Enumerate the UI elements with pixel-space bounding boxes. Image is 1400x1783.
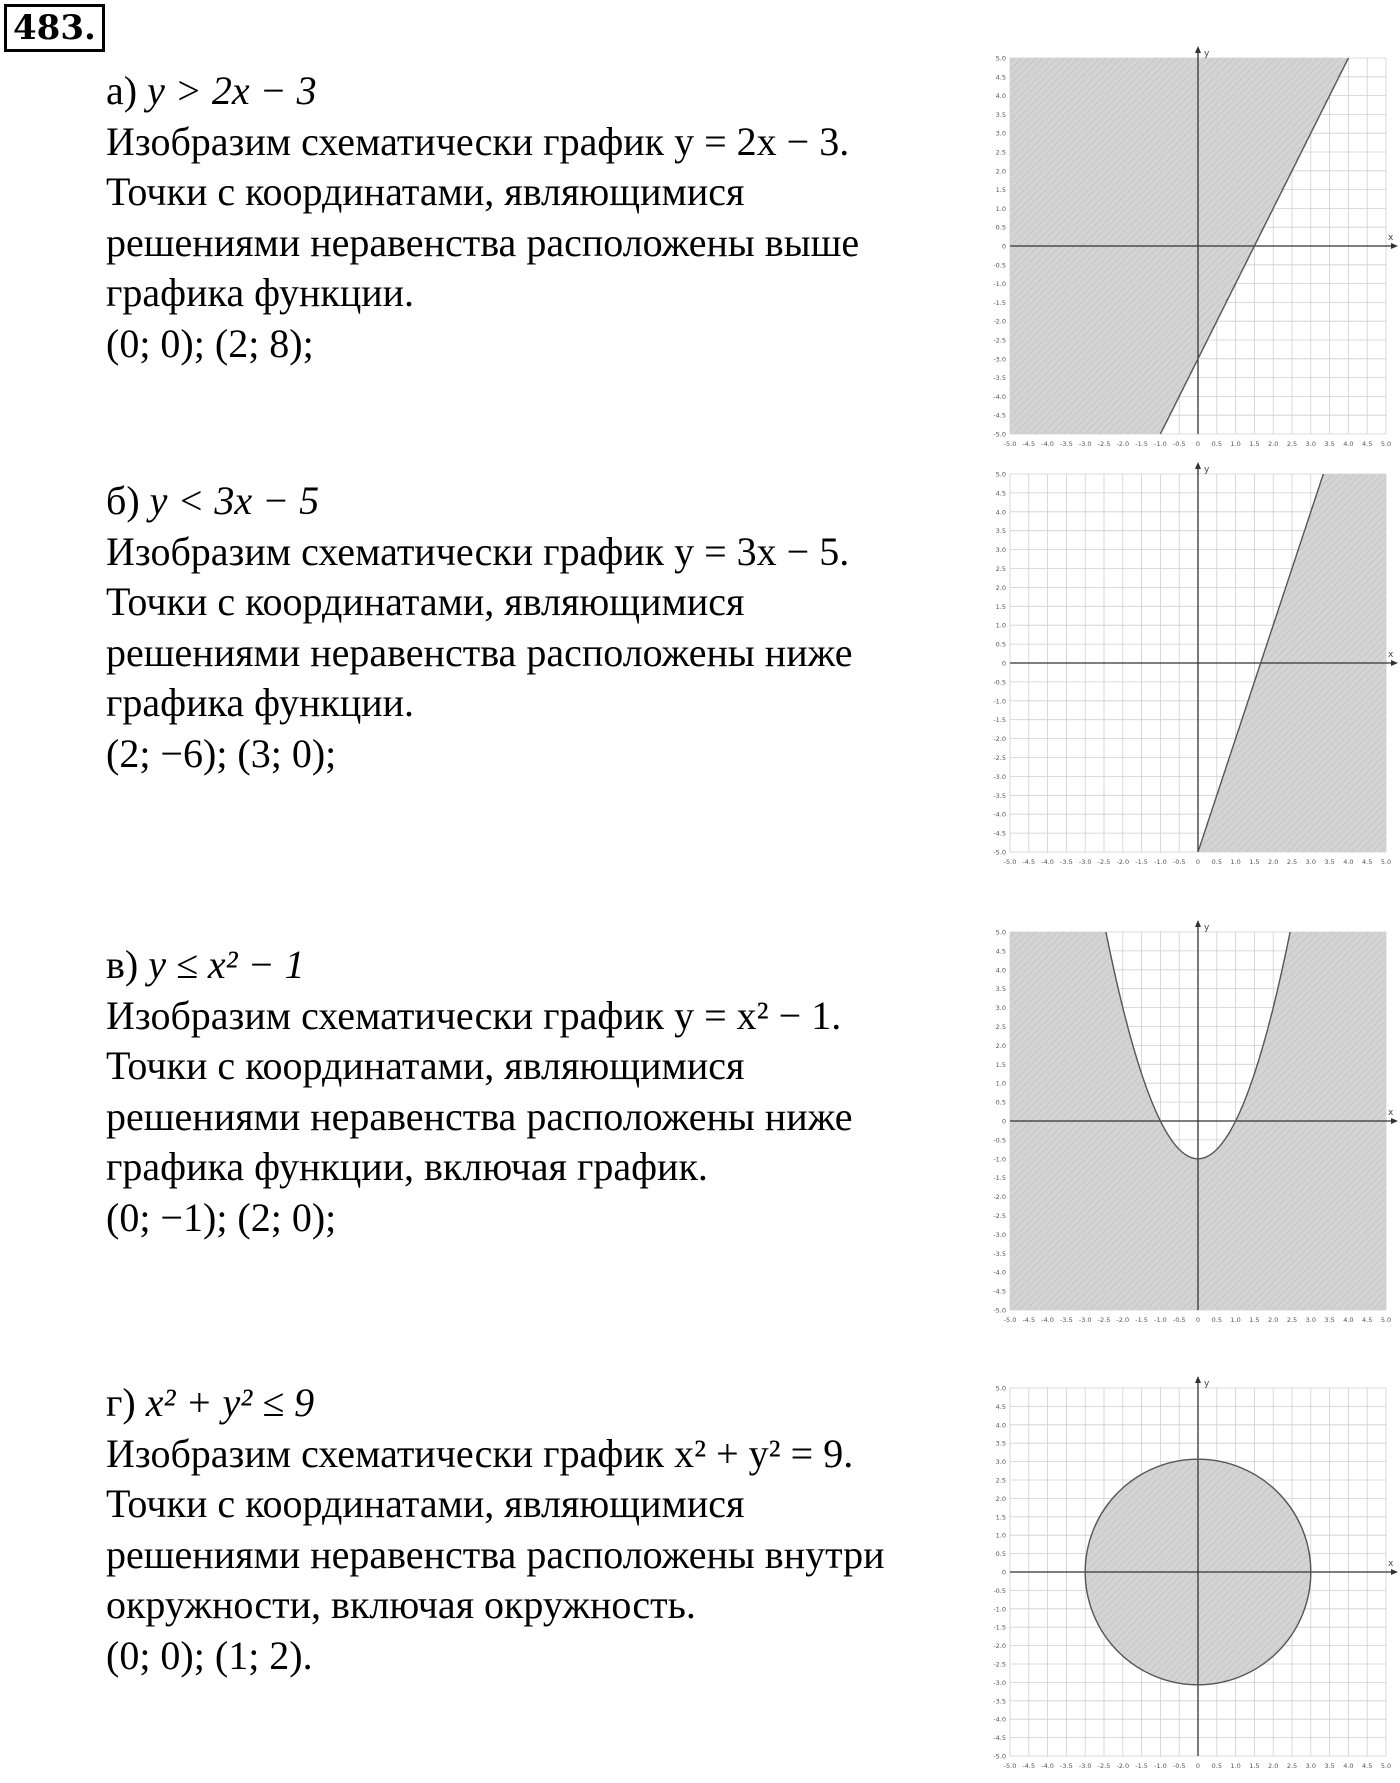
- x-tick-label: -4.0: [1041, 1762, 1054, 1770]
- x-tick-label: -3.5: [1060, 1762, 1073, 1770]
- x-tick-label: -1.0: [1154, 440, 1167, 448]
- x-axis-arrow: [1391, 243, 1398, 249]
- y-tick-label: -1.5: [993, 298, 1006, 307]
- x-tick-label: -2.0: [1116, 1316, 1130, 1324]
- y-tick-label: 3.0: [995, 1004, 1006, 1013]
- y-tick-label: 3.0: [995, 546, 1006, 555]
- y-tick-label: 3.5: [995, 1439, 1006, 1448]
- x-tick-label: 0.5: [1211, 1316, 1222, 1324]
- y-tick-label: -4.5: [993, 829, 1006, 838]
- part-inequality: y > 2x − 3: [147, 68, 317, 113]
- y-tick-label: 5.0: [995, 54, 1006, 63]
- part-b: [106, 476, 956, 779]
- text-line: Изобразим схематически график y = 2x − 3.: [106, 118, 850, 164]
- y-tick-label: -3.0: [993, 772, 1006, 781]
- y-tick-label: 2.5: [995, 565, 1006, 573]
- x-axis-arrow: [1391, 1569, 1398, 1575]
- x-tick-label: -3.5: [1060, 1316, 1073, 1324]
- x-tick-label: 5.0: [1380, 1762, 1392, 1770]
- x-tick-label: -0.5: [1172, 1762, 1186, 1770]
- y-tick-label: 3.5: [995, 527, 1006, 536]
- y-tick-label: -0.5: [993, 678, 1006, 687]
- y-tick-label: 1.5: [995, 1060, 1006, 1069]
- x-tick-label: 3.5: [1324, 858, 1335, 866]
- x-tick-label: 4.5: [1362, 1762, 1373, 1770]
- x-tick-label: -5.0: [1003, 1762, 1017, 1770]
- text-line: графика функции, включая график.: [106, 1144, 708, 1189]
- x-tick-label: 5.0: [1380, 1316, 1392, 1324]
- x-tick-label: 4.0: [1343, 1762, 1354, 1770]
- x-tick-label: 3.0: [1305, 1316, 1316, 1324]
- y-axis-label: y: [1204, 1379, 1210, 1389]
- x-tick-label: 2.5: [1286, 858, 1298, 866]
- y-tick-label: -2.0: [993, 1642, 1006, 1651]
- x-tick-label: 0: [1195, 440, 1201, 448]
- x-tick-label: -2.5: [1097, 440, 1111, 448]
- text-line: графика функции.: [106, 680, 415, 725]
- y-tick-label: -2.5: [993, 1660, 1006, 1669]
- x-tick-label: -2.5: [1097, 1316, 1111, 1324]
- y-tick-label: 2.0: [995, 1494, 1006, 1503]
- y-tick-label: -2.5: [993, 754, 1006, 762]
- x-tick-label: 2.5: [1286, 1316, 1298, 1324]
- y-tick-label: -4.0: [993, 1268, 1006, 1277]
- x-tick-label: 1.0: [1230, 1316, 1241, 1324]
- y-tick-label: -4.5: [993, 1734, 1006, 1743]
- x-tick-label: -4.0: [1041, 858, 1054, 866]
- part-header: [106, 66, 956, 117]
- x-tick-label: 4.0: [1343, 440, 1354, 448]
- y-tick-label: -1.5: [993, 1623, 1006, 1632]
- y-tick-label: 1.5: [995, 1513, 1006, 1522]
- y-tick-label: -1.5: [993, 1174, 1006, 1183]
- y-tick-label: -4.5: [993, 1287, 1006, 1296]
- task-number: 483.: [4, 4, 105, 52]
- y-tick-label: -3.5: [993, 1697, 1006, 1706]
- y-tick-label: 1.0: [995, 621, 1006, 630]
- x-tick-label: 0.5: [1211, 440, 1222, 448]
- x-tick-label: -4.5: [1022, 1762, 1036, 1770]
- text-line: Точки с координатами, являющимися: [106, 1043, 745, 1088]
- y-axis-label: y: [1204, 49, 1210, 59]
- y-tick-label: 2.5: [995, 1476, 1006, 1485]
- part-inequality: y < 3x − 5: [149, 478, 320, 523]
- x-tick-label: -2.5: [1097, 1762, 1111, 1770]
- x-tick-label: -4.5: [1022, 858, 1036, 866]
- x-tick-label: -4.5: [1022, 1316, 1036, 1324]
- y-tick-label: 3.0: [995, 129, 1006, 138]
- graph-b-plot: [972, 460, 1400, 878]
- x-axis-label: x: [1388, 650, 1394, 660]
- x-tick-label: -5.0: [1003, 440, 1017, 448]
- x-axis-label: x: [1388, 1108, 1394, 1118]
- part-label: г): [106, 1380, 136, 1425]
- part-inequality: y ≤ x² − 1: [148, 942, 305, 987]
- x-tick-label: 2.0: [1268, 440, 1279, 448]
- graph-b: [972, 460, 1400, 878]
- x-tick-label: 3.0: [1305, 1762, 1316, 1770]
- x-tick-label: -0.5: [1172, 440, 1186, 448]
- x-tick-label: -0.5: [1172, 1316, 1186, 1324]
- y-axis-arrow: [1195, 46, 1201, 53]
- x-axis-arrow: [1391, 660, 1398, 666]
- x-tick-label: -0.5: [1172, 858, 1186, 866]
- y-tick-label: 2.5: [995, 1023, 1006, 1031]
- text-line: Изобразим схематически график x² + y² = 9.: [106, 1430, 854, 1476]
- y-tick-label: -3.0: [993, 1678, 1006, 1687]
- graph-d-plot: [972, 1374, 1400, 1782]
- y-tick-label: 5.0: [995, 470, 1006, 479]
- y-tick-label: -4.0: [993, 810, 1006, 819]
- x-tick-label: 3.5: [1324, 1316, 1335, 1324]
- text-line: Изобразим схематически график y = 3x − 5.: [106, 528, 850, 574]
- x-tick-label: -1.5: [1135, 858, 1148, 866]
- y-tick-label: 2.0: [995, 1041, 1006, 1050]
- x-tick-label: -2.0: [1116, 440, 1130, 448]
- x-tick-label: 1.5: [1249, 1762, 1260, 1770]
- graph-a-plot: [972, 44, 1400, 460]
- graph-d: [972, 1374, 1400, 1782]
- y-tick-label: -4.0: [993, 1715, 1006, 1724]
- text-line: графика функции.: [106, 270, 415, 315]
- y-axis-arrow: [1195, 920, 1201, 927]
- y-tick-label: 4.5: [995, 73, 1006, 82]
- y-tick-label: -4.0: [993, 392, 1006, 401]
- y-tick-label: 0.5: [995, 223, 1006, 232]
- y-tick-label: 0.5: [995, 1098, 1006, 1107]
- y-tick-label: -1.0: [993, 697, 1006, 706]
- x-tick-label: -3.0: [1078, 858, 1092, 866]
- x-tick-label: 3.0: [1305, 858, 1316, 866]
- part-label: б): [106, 478, 140, 523]
- y-tick-label: 4.5: [995, 1402, 1006, 1411]
- x-tick-label: 0: [1195, 1316, 1201, 1324]
- y-tick-label: -3.0: [993, 1230, 1006, 1239]
- x-tick-label: 4.5: [1362, 1316, 1373, 1324]
- x-axis-arrow: [1391, 1118, 1398, 1124]
- y-tick-label: 0.5: [995, 640, 1006, 649]
- x-tick-label: 3.5: [1324, 1762, 1335, 1770]
- y-tick-label: -5.0: [993, 1752, 1006, 1761]
- y-tick-label: 5.0: [995, 928, 1006, 937]
- y-tick-label: -5.0: [993, 430, 1006, 439]
- x-tick-label: -2.0: [1116, 1762, 1130, 1770]
- y-tick-label: 1.5: [995, 186, 1006, 195]
- part-label: а): [106, 68, 138, 113]
- x-tick-label: -4.0: [1041, 1316, 1054, 1324]
- x-tick-label: 1.0: [1230, 858, 1241, 866]
- part-c: [106, 940, 956, 1243]
- y-tick-label: -1.5: [993, 716, 1006, 725]
- text-line: решениями неравенства расположены ниже: [106, 1093, 853, 1139]
- y-axis-label: y: [1204, 465, 1210, 475]
- y-axis-label: y: [1204, 923, 1210, 933]
- x-tick-label: 0: [1195, 858, 1201, 866]
- y-axis-arrow: [1195, 1376, 1201, 1383]
- x-tick-label: 0.5: [1211, 1762, 1222, 1770]
- x-tick-label: -5.0: [1003, 858, 1017, 866]
- part-header: [106, 1378, 956, 1429]
- x-tick-label: -3.0: [1078, 1762, 1092, 1770]
- x-tick-label: -4.5: [1022, 440, 1036, 448]
- y-tick-label: 4.0: [995, 92, 1006, 101]
- x-tick-label: -1.5: [1135, 440, 1148, 448]
- y-tick-label: -5.0: [993, 1306, 1006, 1315]
- graph-a: [972, 44, 1400, 460]
- x-tick-label: 4.5: [1362, 858, 1373, 866]
- x-tick-label: 1.0: [1230, 440, 1241, 448]
- y-tick-label: -1.0: [993, 1605, 1006, 1614]
- answer-line: (0; 0); (2; 8);: [106, 320, 314, 366]
- part-inequality: x² + y² ≤ 9: [145, 1380, 315, 1425]
- part-d: [106, 1378, 956, 1681]
- y-tick-label: -2.5: [993, 336, 1006, 345]
- graph-c-plot: [972, 918, 1400, 1336]
- x-tick-label: -2.0: [1116, 858, 1130, 866]
- x-tick-label: -1.0: [1154, 858, 1167, 866]
- y-tick-label: 5.0: [995, 1384, 1006, 1393]
- x-tick-label: 4.0: [1343, 1316, 1354, 1324]
- y-tick-label: -1.0: [993, 1155, 1006, 1164]
- x-axis-label: x: [1388, 1559, 1394, 1569]
- y-tick-label: 3.0: [995, 1458, 1006, 1467]
- y-tick-label: 4.0: [995, 1421, 1006, 1430]
- text-line: Изобразим схематически график y = x² − 1.: [106, 992, 842, 1038]
- x-tick-label: 3.5: [1324, 440, 1335, 448]
- x-axis-label: x: [1388, 233, 1394, 243]
- x-tick-label: -1.0: [1154, 1762, 1167, 1770]
- y-tick-label: -3.0: [993, 355, 1006, 364]
- y-tick-label: -1.0: [993, 280, 1006, 289]
- part-label: в): [106, 942, 139, 987]
- text-line: окружности, включая окружность.: [106, 1582, 696, 1627]
- x-tick-label: 2.5: [1286, 1762, 1298, 1770]
- y-tick-label: -2.0: [993, 735, 1006, 744]
- part-header: [106, 940, 956, 991]
- y-tick-label: 0: [1001, 242, 1006, 251]
- y-tick-label: 4.5: [995, 489, 1006, 498]
- x-tick-label: 2.0: [1268, 1762, 1279, 1770]
- x-tick-label: 2.5: [1286, 440, 1298, 448]
- x-tick-label: 1.5: [1249, 440, 1260, 448]
- part-a: [106, 66, 956, 369]
- y-tick-label: -3.5: [993, 1249, 1006, 1258]
- x-tick-label: -3.5: [1060, 858, 1073, 866]
- answer-line: (2; −6); (3; 0);: [106, 730, 337, 776]
- y-tick-label: 0: [1001, 1568, 1006, 1577]
- x-tick-label: -3.0: [1078, 440, 1092, 448]
- x-tick-label: 2.0: [1268, 858, 1279, 866]
- x-tick-label: 0.5: [1211, 858, 1222, 866]
- text-line: Точки с координатами, являющимися: [106, 169, 745, 214]
- y-tick-label: 2.0: [995, 167, 1006, 176]
- x-tick-label: 4.0: [1343, 858, 1354, 866]
- y-tick-label: -5.0: [993, 848, 1006, 857]
- x-tick-label: -3.0: [1078, 1316, 1092, 1324]
- text-line: Точки с координатами, являющимися: [106, 1481, 745, 1526]
- part-header: [106, 476, 956, 527]
- y-axis-arrow: [1195, 462, 1201, 469]
- y-tick-label: 0: [1001, 1117, 1006, 1126]
- x-tick-label: -3.5: [1060, 440, 1073, 448]
- x-tick-label: -1.5: [1135, 1762, 1148, 1770]
- y-tick-label: 4.0: [995, 966, 1006, 975]
- x-tick-label: 4.5: [1362, 440, 1373, 448]
- y-tick-label: 1.0: [995, 1531, 1006, 1540]
- y-tick-label: -2.0: [993, 1193, 1006, 1202]
- y-tick-label: -0.5: [993, 1136, 1006, 1145]
- x-tick-label: -1.5: [1135, 1316, 1148, 1324]
- y-tick-label: 1.5: [995, 602, 1006, 611]
- text-line: Точки с координатами, являющимися: [106, 579, 745, 624]
- x-tick-label: -2.5: [1097, 858, 1111, 866]
- x-tick-label: 2.0: [1268, 1316, 1279, 1324]
- y-tick-label: 4.0: [995, 508, 1006, 517]
- y-tick-label: -2.5: [993, 1212, 1006, 1220]
- x-tick-label: 1.0: [1230, 1762, 1241, 1770]
- y-tick-label: -4.5: [993, 411, 1006, 420]
- x-tick-label: 1.5: [1249, 1316, 1260, 1324]
- x-tick-label: 5.0: [1380, 858, 1392, 866]
- x-tick-label: 5.0: [1380, 440, 1392, 448]
- y-tick-label: 3.5: [995, 110, 1006, 119]
- y-tick-label: 1.0: [995, 204, 1006, 213]
- text-line: решениями неравенства расположены ниже: [106, 629, 853, 675]
- y-tick-label: -3.5: [993, 791, 1006, 800]
- y-tick-label: -2.0: [993, 317, 1006, 326]
- x-tick-label: 1.5: [1249, 858, 1260, 866]
- y-tick-label: 3.5: [995, 985, 1006, 994]
- x-tick-label: -1.0: [1154, 1316, 1167, 1324]
- text-line: решениями неравенства расположены выше: [106, 219, 860, 265]
- y-tick-label: 1.0: [995, 1079, 1006, 1088]
- x-tick-label: 0: [1195, 1762, 1201, 1770]
- graph-c: [972, 918, 1400, 1336]
- x-tick-label: -5.0: [1003, 1316, 1017, 1324]
- y-tick-label: 0: [1001, 659, 1006, 668]
- x-tick-label: 3.0: [1305, 440, 1316, 448]
- y-tick-label: 4.5: [995, 947, 1006, 956]
- x-tick-label: -4.0: [1041, 440, 1054, 448]
- text-line: решениями неравенства расположены внутри: [106, 1531, 885, 1577]
- y-tick-label: -0.5: [993, 261, 1006, 270]
- y-tick-label: 2.0: [995, 583, 1006, 592]
- answer-line: (0; 0); (1; 2).: [106, 1632, 313, 1678]
- y-tick-label: 0.5: [995, 1550, 1006, 1559]
- answer-line: (0; −1); (2; 0);: [106, 1194, 337, 1240]
- y-tick-label: -0.5: [993, 1586, 1006, 1595]
- y-tick-label: -3.5: [993, 374, 1006, 383]
- y-tick-label: 2.5: [995, 148, 1006, 157]
